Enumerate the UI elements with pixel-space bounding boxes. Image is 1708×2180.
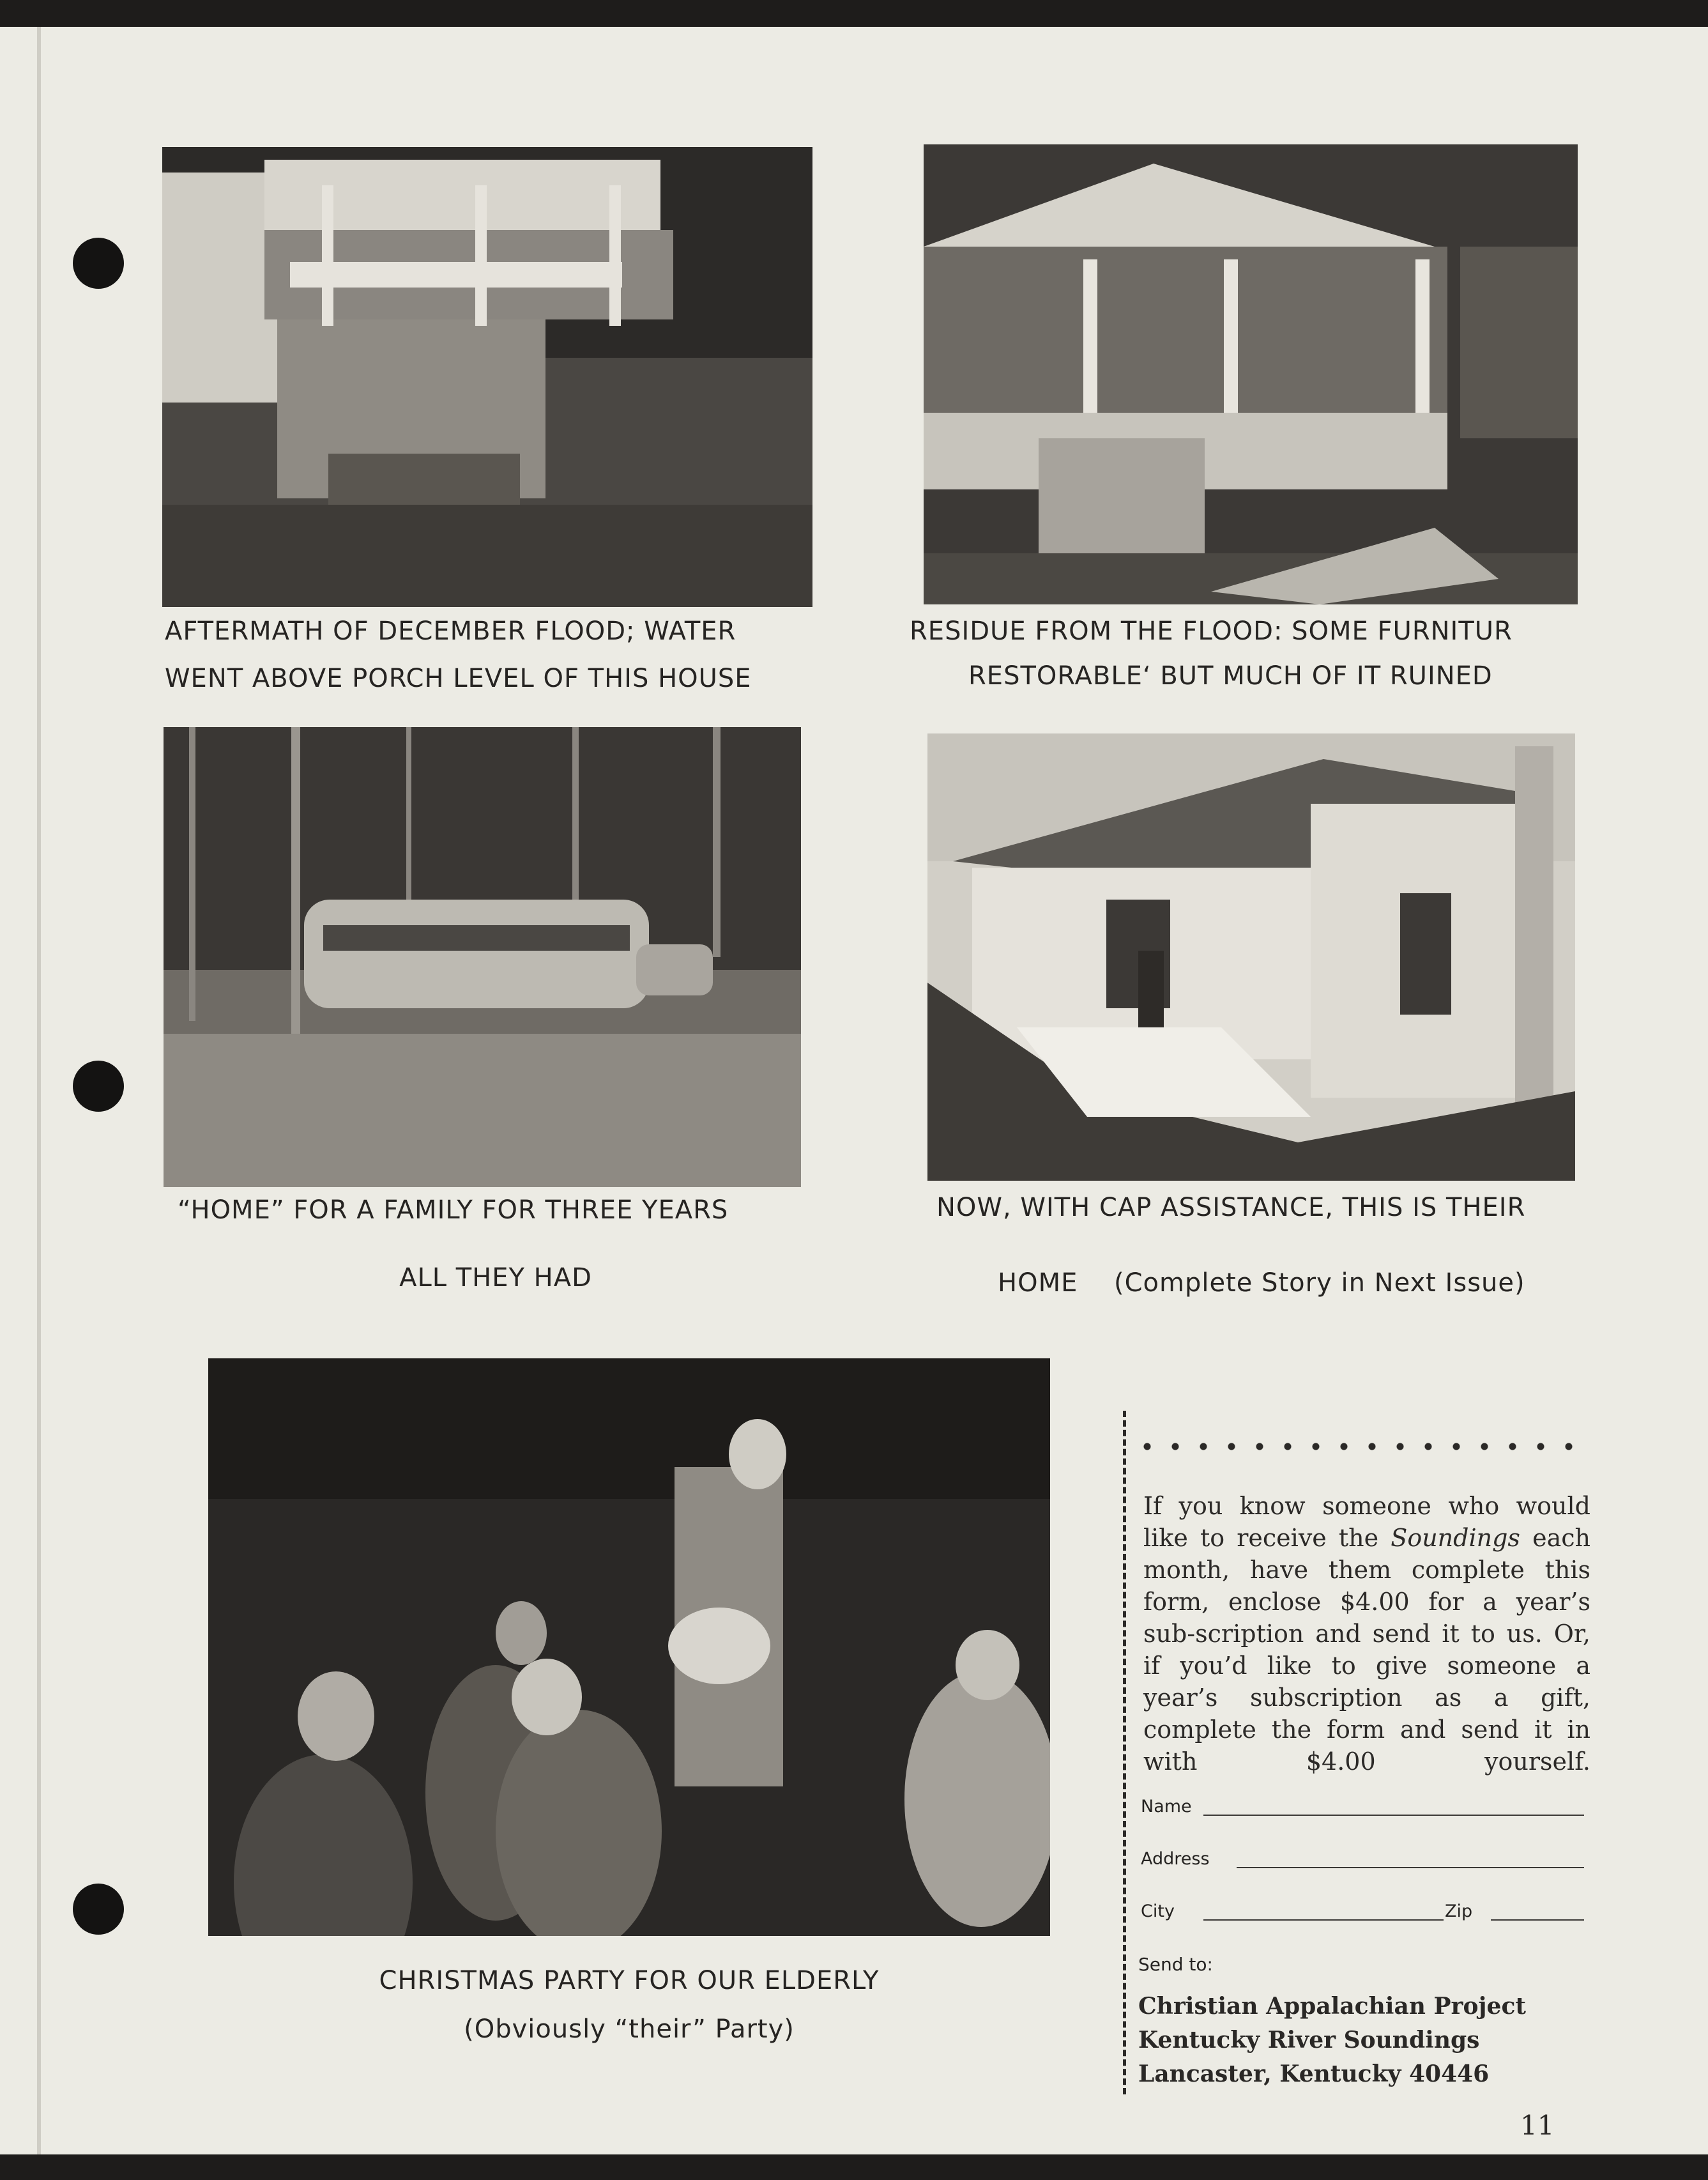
photo-bus-home [164, 727, 801, 1187]
address-label: Address [1141, 1849, 1210, 1869]
caption-2-line-1: RESIDUE FROM THE FLOOD: SOME FURNITUR [910, 617, 1513, 646]
subscription-text-intro: If you know someone who would like to receive the [1143, 1492, 1590, 1552]
mailing-address-line-2: Kentucky River Soundings [1138, 2027, 1480, 2053]
city-field-line[interactable] [1203, 1919, 1444, 1921]
subscription-text-rest: each month, have them complete this form, enclose $4.00 for a year’s sub-scription and send it to us. Or, if you’d like to give someone a year’s subscription as a gift, complete the form and send it in with $4.00 yourself. [1143, 1524, 1590, 1776]
zip-field-line[interactable] [1491, 1919, 1584, 1921]
address-field-line[interactable] [1237, 1867, 1584, 1868]
name-label: Name [1141, 1797, 1192, 1816]
photo-new-home [927, 733, 1575, 1181]
photo-flood-residue [924, 144, 1578, 604]
mailing-address-line-3: Lancaster, Kentucky 40446 [1138, 2061, 1490, 2087]
zip-label: Zip [1445, 1901, 1473, 1921]
caption-3-line-2: ALL THEY HAD [399, 1263, 592, 1293]
caption-4-line-2: HOME [998, 1268, 1078, 1298]
send-to-label: Send to: [1138, 1954, 1213, 1975]
photo-christmas-party [208, 1358, 1050, 1936]
binder-hole-bottom [73, 1884, 124, 1935]
binder-hole-middle [73, 1061, 124, 1112]
binder-hole-top [73, 238, 124, 289]
dotted-rule [1133, 1443, 1593, 1450]
subscription-instructions [1143, 1490, 1590, 1777]
caption-5-line-1: CHRISTMAS PARTY FOR OUR ELDERLY [379, 1966, 880, 1995]
city-label: City [1141, 1901, 1175, 1921]
caption-1-line-1: AFTERMATH OF DECEMBER FLOOD; WATER [165, 617, 736, 646]
caption-2-line-2: RESTORABLE‘ BUT MUCH OF IT RUINED [968, 661, 1493, 691]
page-spine [37, 27, 41, 2154]
caption-4-line-3: (Complete Story in Next Issue) [1114, 1268, 1525, 1298]
photo-flooded-house [162, 147, 812, 607]
caption-5-line-2: (Obviously “their” Party) [464, 2015, 795, 2044]
caption-3-line-1: “HOME” FOR A FAMILY FOR THREE YEARS [178, 1195, 729, 1225]
page-number: 11 [1520, 2110, 1555, 2141]
name-field-line[interactable] [1203, 1815, 1584, 1816]
mailing-address-line-1: Christian Appalachian Project [1138, 1993, 1527, 2020]
newsletter-page [0, 27, 1708, 2154]
caption-4-line-1: NOW, WITH CAP ASSISTANCE, THIS IS THEIR [936, 1193, 1526, 1222]
soundings-title: Soundings [1391, 1524, 1520, 1552]
caption-1-line-2: WENT ABOVE PORCH LEVEL OF THIS HOUSE [165, 664, 752, 693]
